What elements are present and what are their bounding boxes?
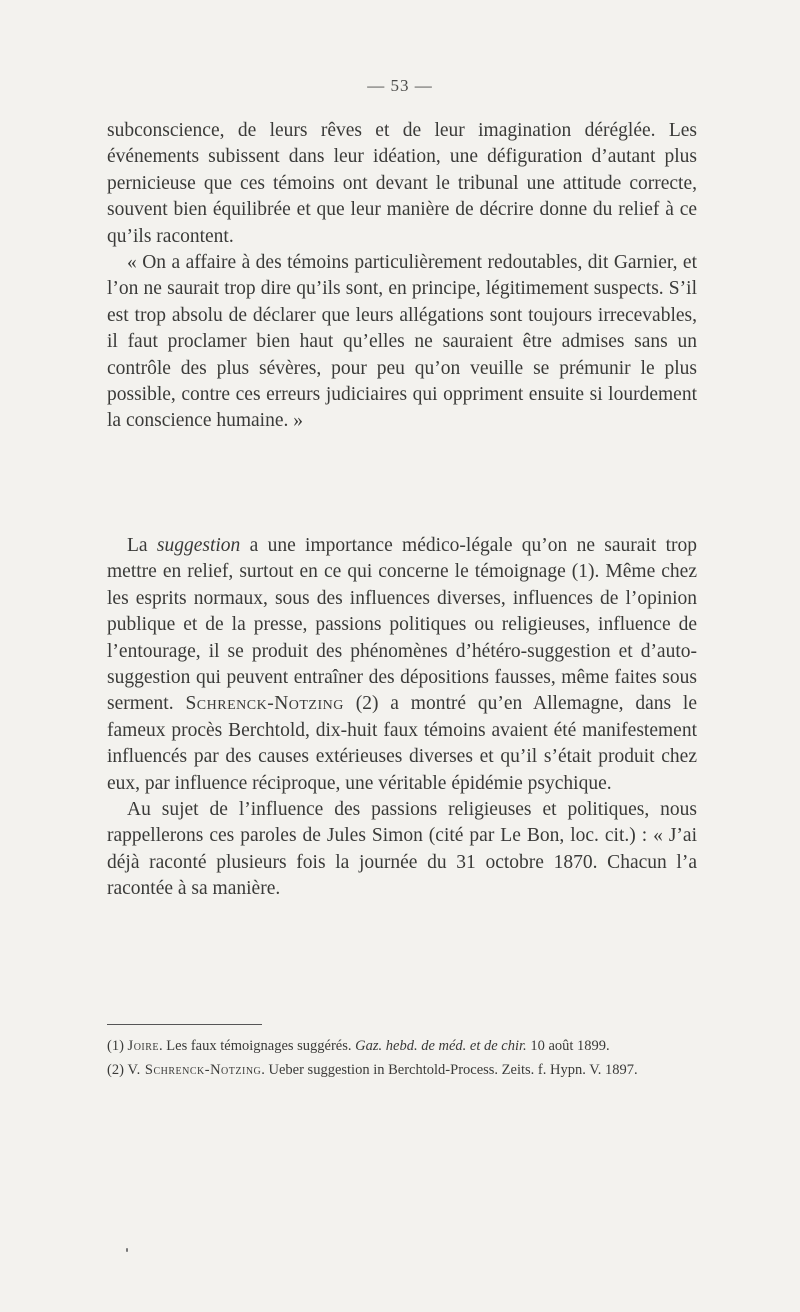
text-block-upper — [107, 118, 697, 435]
paragraph-garnier-quote: « On a affaire à des témoins particulièrement redoutables, dit Garnier, et l’on ne saurait trop dire qu’ils sont, en principe, légitimement suspects. S’il est trop absolu de déclarer que leurs allégations sont toujours irrecevables, il faut proclamer bien haut qu’elles ne sauraient être admises sans un contrôle des plus sévères, pour peu qu’on veuille se prémunir le plus possible, contre ces erreurs judiciaires qui oppriment ensuite si lourdement la conscience humaine. » — [107, 252, 697, 432]
author-schrenck-notzing: Schrenck-Notzing — [185, 693, 344, 715]
text-block-lower — [107, 533, 697, 903]
footnote-1-date: 10 août 1899. — [526, 1038, 610, 1054]
footnote-2 — [107, 1060, 697, 1081]
paper-speck — [126, 1248, 128, 1252]
paragraph-suggestion — [107, 533, 697, 797]
paragraph-suggestion-part-b: (2) a montré qu’en Allemagne, dans le fameux procès Berchtold, dix-huit faux témoins avaient été manifestement influencés par des causes extérieuses diverses et qu’il s’était produit chez eux, par influence réciproque, une véritable épidémie psychique. — [107, 693, 697, 794]
footnote-divider — [107, 1024, 262, 1025]
paragraph-suggestion-lead: La — [127, 535, 157, 556]
suggestion-emphasis: suggestion — [156, 535, 241, 556]
footnotes — [107, 1036, 697, 1085]
paragraph-suggestion-part-a: a une importance médico-légale qu’on ne saurait trop mettre en relief, surtout en ce qui concerne le témoignage (1). Même chez les esprits normaux, sous des influences diverses, influences de l’opinion publique et de la presse, passions politiques ou religieuses, influence de l’entourage, il se produit des phénomènes d’hétéro-suggestion et d’auto-suggestion qui peuvent entraîner des dépositions fausses, même faites sous serment. — [107, 535, 697, 715]
footnote-2-author: V. Schrenck-Notzing — [127, 1062, 262, 1079]
page-number: — 53 — — [367, 76, 433, 95]
footnote-1 — [107, 1036, 697, 1057]
paragraph-continuation: subconscience, de leurs rêves et de leur imagination déréglée. Les événements subissent dans leur idéation, une défiguration d’autant plus pernicieuse que ces témoins ont devant le tribunal une attitude correcte, souvent bien équilibrée et que leur manière de décrire donne du relief à ce qu’ils racontent. — [107, 120, 697, 247]
paragraph-jules-simon: Au sujet de l’influence des passions religieuses et politiques, nous rappellerons ces paroles de Jules Simon (cité par Le Bon, loc. cit.) : « J’ai déjà raconté plusieurs fois la journée du 31 octobre 1870. Chacun l’a racontée à sa manière. — [107, 799, 697, 900]
footnote-1-text: . Les faux témoignages suggérés. — [159, 1038, 356, 1054]
footnote-2-marker: (2) — [107, 1062, 128, 1079]
footnote-2-text: . Ueber suggestion in Berchtold-Process. Zeits. f. Hypn. V. 1897. — [261, 1062, 638, 1079]
footnote-1-marker: (1) — [107, 1038, 128, 1054]
footnote-1-author: Joire — [127, 1038, 160, 1054]
footnote-1-source: Gaz. hebd. de méd. et de chir. — [355, 1038, 527, 1054]
